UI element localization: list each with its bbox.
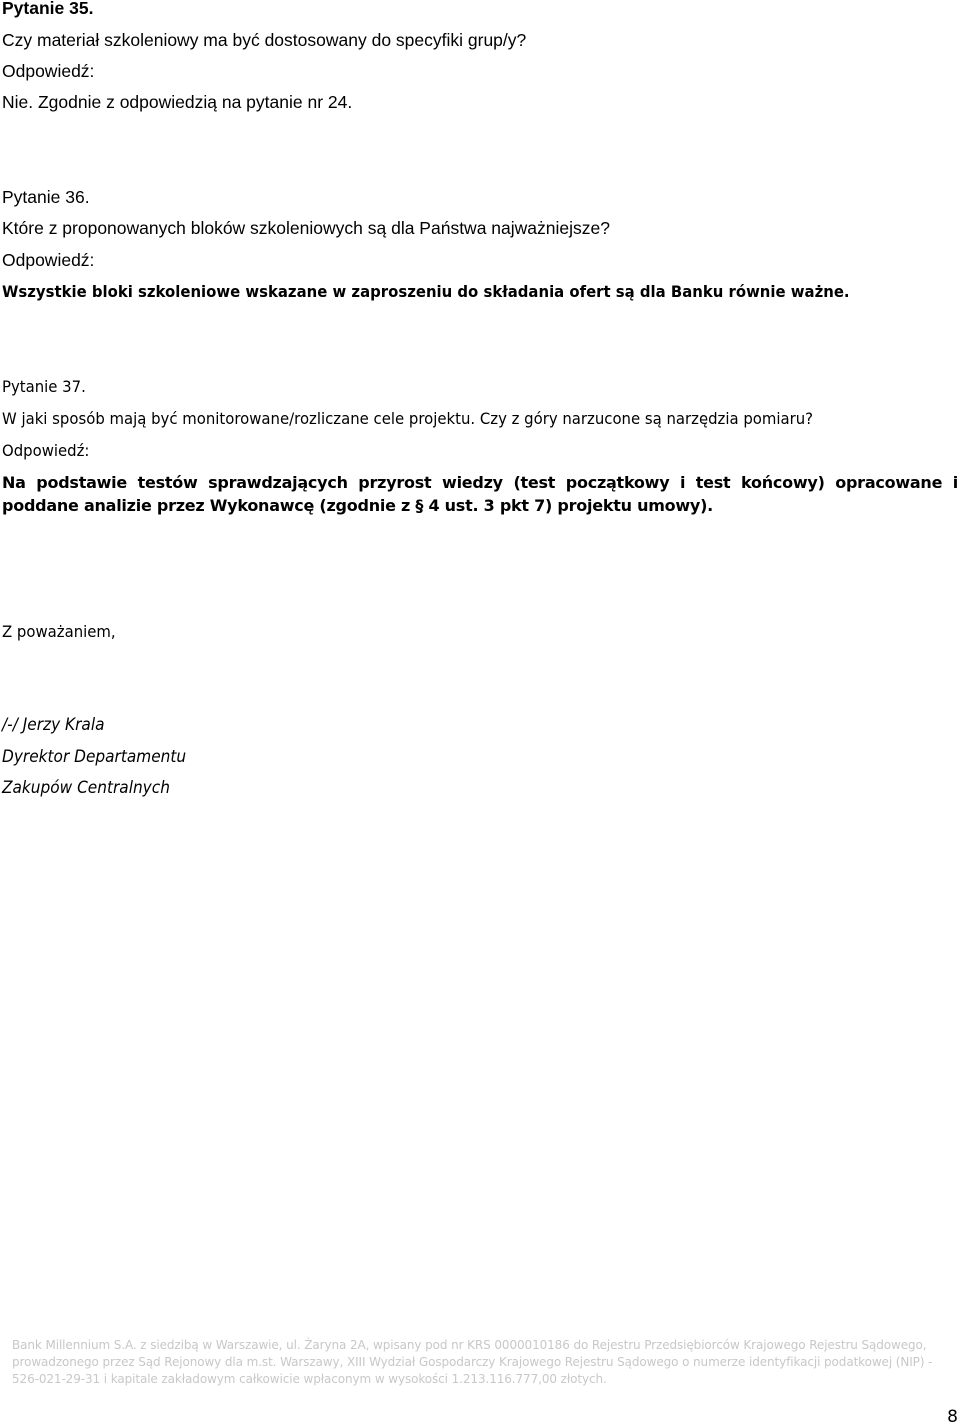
q37-answer: Na podstawie testów sprawdzających przyrost wiedzy (test początkowy i test końcowy) opracowane i poddane analizie przez Wykonawcę (zgodnie z § 4 ust. 3 pkt 7) projektu umowy). — [2, 473, 958, 515]
footer-line-1: Bank Millennium S.A. z siedzibą w Warszawie, ul. Żaryna 2A, wpisany pod nr KRS 0000010186 do Rejestru Przedsiębiorców Krajowego Rejestru Sądowego, — [12, 1338, 927, 1352]
footer-line-3: 526-021-29-31 i kapitale zakładowym całkowicie wpłaconym w wysokości 1.213.116.777,00 złotych. — [12, 1372, 607, 1386]
q36-heading: Pytanie 36. — [2, 187, 90, 207]
company-footer — [12, 1337, 952, 1388]
closing-greeting: Z poważaniem, — [2, 622, 116, 641]
q35-heading: Pytanie 35. — [2, 0, 94, 18]
q35-answer-label: Odpowiedź: — [2, 61, 95, 81]
q36-question: Które z proponowanych bloków szkoleniowych są dla Państwa najważniejsze? — [2, 218, 610, 238]
q37-question: W jaki sposób mają być monitorowane/rozliczane cele projektu. Czy z góry narzucone są narzędzia pomiaru? — [2, 409, 814, 428]
q36-answer-label: Odpowiedź: — [2, 250, 95, 270]
signatory-title-line1: Dyrektor Departamentu — [2, 747, 187, 766]
signature: /-/ Jerzy Krala — [2, 715, 105, 734]
footer-line-2: prowadzonego przez Sąd Rejonowy dla m.st. Warszawy, XIII Wydział Gospodarczy Krajowego Rejestru Sądowego o numerze identyfikacji podatkowej (NIP) - — [12, 1355, 933, 1369]
q36-answer: Wszystkie bloki szkoleniowe wskazane w zaproszeniu do składania ofert są dla Banku równie ważne. — [2, 282, 850, 301]
q35-question: Czy materiał szkoleniowy ma być dostosowany do specyfiki grup/y? — [2, 30, 527, 50]
q37-answer-label: Odpowiedź: — [2, 441, 90, 460]
q37-heading: Pytanie 37. — [2, 377, 86, 396]
signatory-title-line2: Zakupów Centralnych — [2, 778, 170, 797]
page-number: 8 — [947, 1407, 958, 1427]
q35-answer: Nie. Zgodnie z odpowiedzią na pytanie nr 24. — [2, 92, 353, 112]
